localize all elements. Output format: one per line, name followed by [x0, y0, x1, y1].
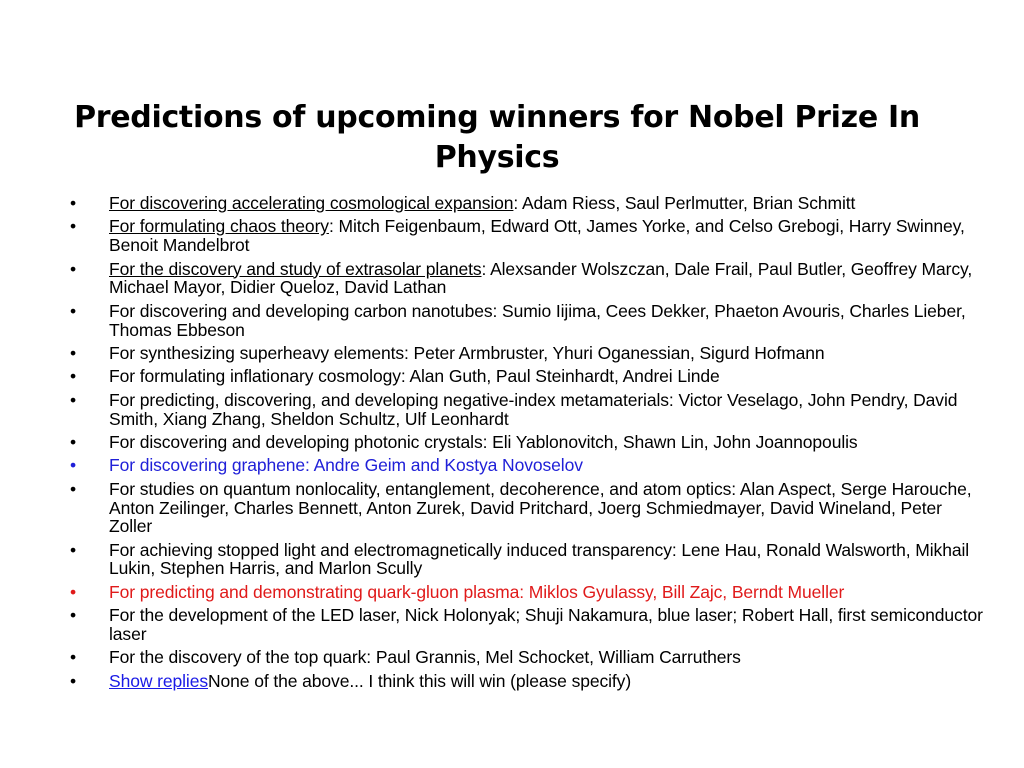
list-item-superheavy-elements — [70, 344, 988, 363]
list-item-top-quark — [70, 648, 988, 667]
list-item-quantum-nonlocality — [70, 480, 988, 536]
item-text: : Alexsander Wolszczan, Dale Frail, Paul Butler, Geoffrey Marcy, Michael Mayor, Didier Queloz, David Lathan — [109, 258, 973, 298]
list-item-cosmological-expansion — [70, 194, 988, 213]
bullet-icon: • — [70, 455, 77, 476]
item-text: For discovering and developing carbon nanotubes: Sumio Iijima, Cees Dekker, Phaeton Avouris, Charles Lieber, Thomas Ebbeson — [109, 300, 966, 340]
item-text: For formulating inflationary cosmology: Alan Guth, Paul Steinhardt, Andrei Linde — [109, 366, 720, 387]
list-item-inflationary-cosmology — [70, 367, 988, 386]
item-text: None of the above... I think this will win (please specify) — [208, 670, 632, 691]
bullet-icon: • — [70, 216, 77, 237]
bullet-icon: • — [70, 431, 77, 452]
item-text: For discovering graphene: Andre Geim and Kostya Novoselov — [109, 455, 583, 476]
bullet-icon: • — [70, 389, 77, 410]
bullet-icon: • — [70, 581, 77, 602]
list-item-metamaterials — [70, 391, 988, 429]
list-item-none-of-the-above — [70, 672, 988, 691]
list-item-graphene — [70, 456, 988, 475]
item-text: For the development of the LED laser, Nick Holonyak; Shuji Nakamura, blue laser; Robert Hall, first semiconductor laser — [109, 605, 983, 645]
list-item-carbon-nanotubes — [70, 302, 988, 340]
bullet-icon: • — [70, 366, 77, 387]
bullet-icon: • — [70, 670, 77, 691]
bullet-icon: • — [70, 342, 77, 363]
bullet-icon: • — [70, 647, 77, 668]
slide-title: Predictions of upcoming winners for Nobel Prize In Physics — [74, 100, 920, 176]
item-text: For the discovery of the top quark: Paul Grannis, Mel Schocket, William Carruthers — [109, 647, 741, 668]
bullet-icon: • — [70, 258, 77, 279]
item-text: : Mitch Feigenbaum, Edward Ott, James Yorke, and Celso Grebogi, Harry Swinney, Benoit Mandelbrot — [109, 216, 965, 256]
item-heading-link[interactable]: For formulating chaos theory — [109, 216, 329, 237]
list-item-led-laser — [70, 606, 988, 644]
list-item-chaos-theory — [70, 217, 988, 255]
item-heading-link[interactable]: For discovering accelerating cosmological expansion — [109, 193, 514, 213]
bullet-icon: • — [70, 605, 77, 626]
list-item-stopped-light — [70, 541, 988, 579]
bullet-icon: • — [70, 193, 77, 213]
item-text: For synthesizing superheavy elements: Peter Armbruster, Yhuri Oganessian, Sigurd Hofmann — [109, 342, 825, 363]
list-item-quark-gluon-plasma — [70, 583, 988, 602]
item-text: For predicting and demonstrating quark-gluon plasma: Miklos Gyulassy, Bill Zajc, Berndt Mueller — [109, 581, 845, 602]
show-replies-link[interactable]: Show replies — [109, 670, 208, 691]
predictions-list — [70, 194, 988, 695]
list-item-photonic-crystals — [70, 433, 988, 452]
item-text: For achieving stopped light and electromagnetically induced transparency: Lene Hau, Ronald Walsworth, Mikhail Lukin, Stephen Harris, and Marlon Scully — [109, 539, 970, 579]
bullet-icon: • — [70, 300, 77, 321]
item-text: For predicting, discovering, and developing negative-index metamaterials: Victor Veselago, John Pendry, David Smith, Xiang Zhang, Sheldon Schultz, Ulf Leonhardt — [109, 389, 958, 429]
item-text: For discovering and developing photonic crystals: Eli Yablonovitch, Shawn Lin, John Joannopoulis — [109, 431, 858, 452]
bullet-icon: • — [70, 478, 77, 499]
item-heading-link[interactable]: For the discovery and study of extrasolar planets — [109, 258, 482, 279]
item-text: For studies on quantum nonlocality, entanglement, decoherence, and atom optics: Alan Aspect, Serge Harouche, Anton Zeilinger, Charles Bennett, Anton Zurek, David Pritchard, Joerg Schmiedmayer, David Wineland, Peter Zoller — [109, 478, 972, 537]
bullet-icon: • — [70, 539, 77, 560]
list-item-extrasolar-planets — [70, 260, 988, 298]
item-text: : Adam Riess, Saul Perlmutter, Brian Schmitt — [513, 193, 856, 213]
